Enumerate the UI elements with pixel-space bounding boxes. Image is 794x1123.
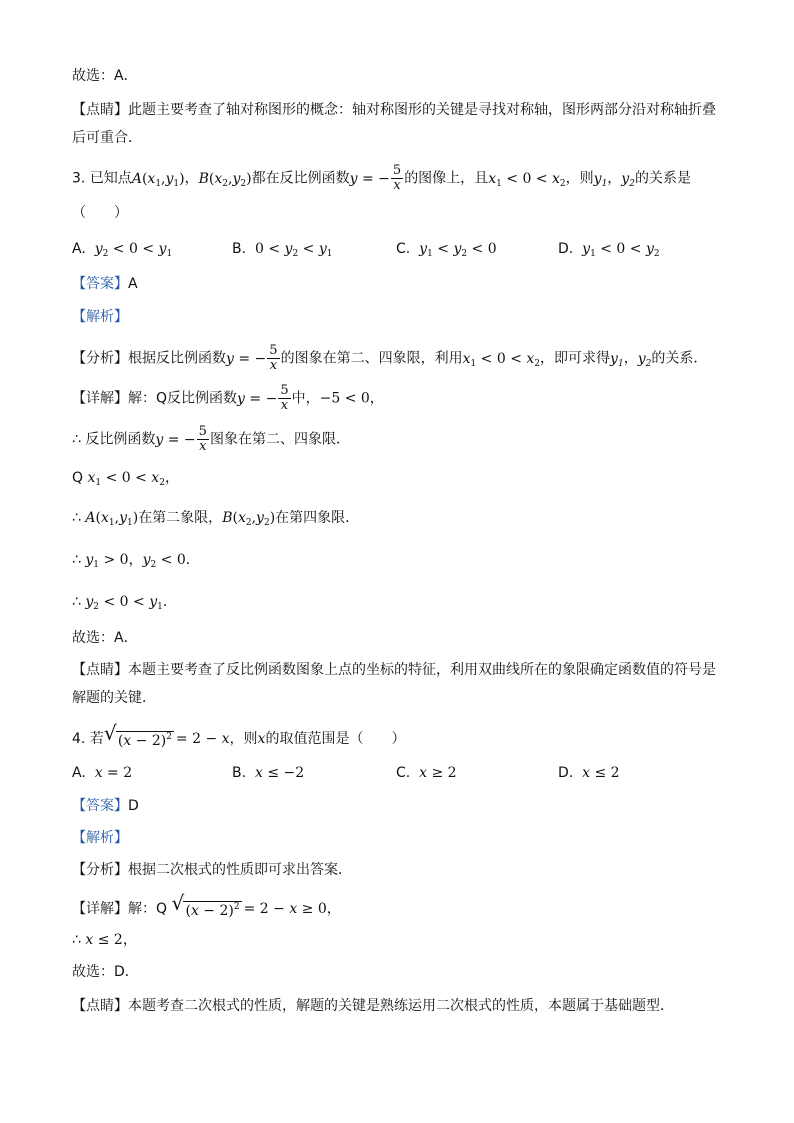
therefore-symbol: ∴	[72, 431, 81, 448]
prev-dianjing-line-2: 后可重合．	[72, 130, 142, 146]
x-condition: $x_1 < 0 < x_2$	[488, 170, 566, 189]
q4-final: 故选：D．	[72, 964, 139, 980]
q4-stem: 4. 若 √ $(x - 2)^2 = 2 - x$，则x的取值范围是（ ）	[72, 721, 406, 749]
therefore-symbol: ∴	[72, 552, 81, 568]
function-formula: y = − $\frac{5}{x}$	[349, 163, 402, 193]
q3-option-a: A. $y_2 < 0 < y_1$	[72, 241, 173, 259]
q3-dianjing-2: 解题的关键．	[72, 690, 156, 706]
q3-step-4: ∴ $y_1 > 0$，$y_2 < 0$．	[72, 552, 200, 570]
q4-option-a: A. x = 2	[72, 765, 133, 781]
q3-paren: （ ）	[72, 205, 128, 221]
q3-final: 故选：A．	[72, 630, 138, 646]
prev-dianjing-line-1: 【点睛】此题主要考查了轴对称图形的概念：轴对称图形的关键是寻找对称轴，图形两部分沿对称轴折叠	[72, 102, 716, 118]
q4-dianjing: 【点睛】本题考查二次根式的性质，解题的关键是熟练运用二次根式的性质，本题属于基础题型．	[72, 998, 674, 1014]
q4-fenxi: 【分析】根据二次根式的性质即可求出答案．	[72, 862, 352, 878]
q4-option-b: B. x ≤ −2	[232, 765, 305, 781]
therefore-symbol: ∴	[72, 932, 81, 948]
q4-xiangjie: 【详解】解：Q √ $(x - 2)^2 = 2 - x \ge 0$，	[72, 891, 341, 919]
q3-step-5: ∴ $y_2 < 0 < y_1$．	[72, 594, 177, 612]
q3-answer: 【答案】A	[72, 276, 138, 292]
q3-option-c: C. $y_1 < y_2 < 0$	[396, 241, 497, 259]
q4-analysis-tag: 【解析】	[72, 830, 128, 846]
because-symbol: Q	[156, 390, 168, 407]
therefore-symbol: ∴	[72, 510, 81, 526]
q4-option-c: C. x ≥ 2	[396, 765, 457, 781]
q3-step-2: Q $x_1 < 0 < x_2$，	[72, 470, 179, 488]
q3-fenxi: 【分析】根据反比例函数y = − $\frac{5}{x}$ 的图象在第二、四象限，利用$x_1 < 0 < x_2$，即可求得$y_1$，$y_2$的关系．	[72, 343, 708, 373]
q3-stem: 3. 已知点$A(x_1,y_1)$，$B(x_2,y_2)$都在反比例函数y = − $\frac{5}{x}$ 的图像上，且$x_1 < 0 < x_2$，则$y_1$，$y_2$的关系是	[72, 163, 691, 193]
q3-step-1: ∴ 反比例函数y = − $\frac{5}{x}$ 图象在第二、四象限．	[72, 424, 350, 454]
q4-step-1: ∴ x ≤ 2，	[72, 932, 137, 948]
sqrt-expression: √ $(x - 2)^2$	[103, 721, 172, 749]
q3-dianjing-1: 【点睛】本题主要考查了反比例函数图象上点的坐标的特征，利用双曲线所在的象限确定函数值的符号是	[72, 662, 716, 678]
prev-answer-line: 故选：A．	[72, 68, 138, 84]
point-a: $A(x_1,y_1)$	[131, 170, 185, 189]
q3-analysis-tag: 【解析】	[72, 309, 128, 325]
q4-answer: 【答案】D	[72, 798, 139, 814]
q3-option-b: B. $0 < y_2 < y_1$	[232, 241, 333, 259]
q3-xiangjie: 【详解】解：Q反比例函数y = − $\frac{5}{x}$ 中，−5 < 0，	[72, 383, 384, 413]
point-b: $B(x_2,y_2)$	[198, 170, 252, 189]
therefore-symbol: ∴	[72, 594, 81, 610]
because-symbol: Q	[156, 901, 168, 917]
q3-step-3: ∴ $A(x_1,y_1)$在第二象限，$B(x_2,y_2)$在第四象限．	[72, 510, 360, 528]
q3-option-d: D. $y_1 < 0 < y_2$	[558, 241, 660, 259]
q4-option-d: D. x ≤ 2	[558, 765, 620, 781]
because-symbol: Q	[72, 470, 84, 486]
